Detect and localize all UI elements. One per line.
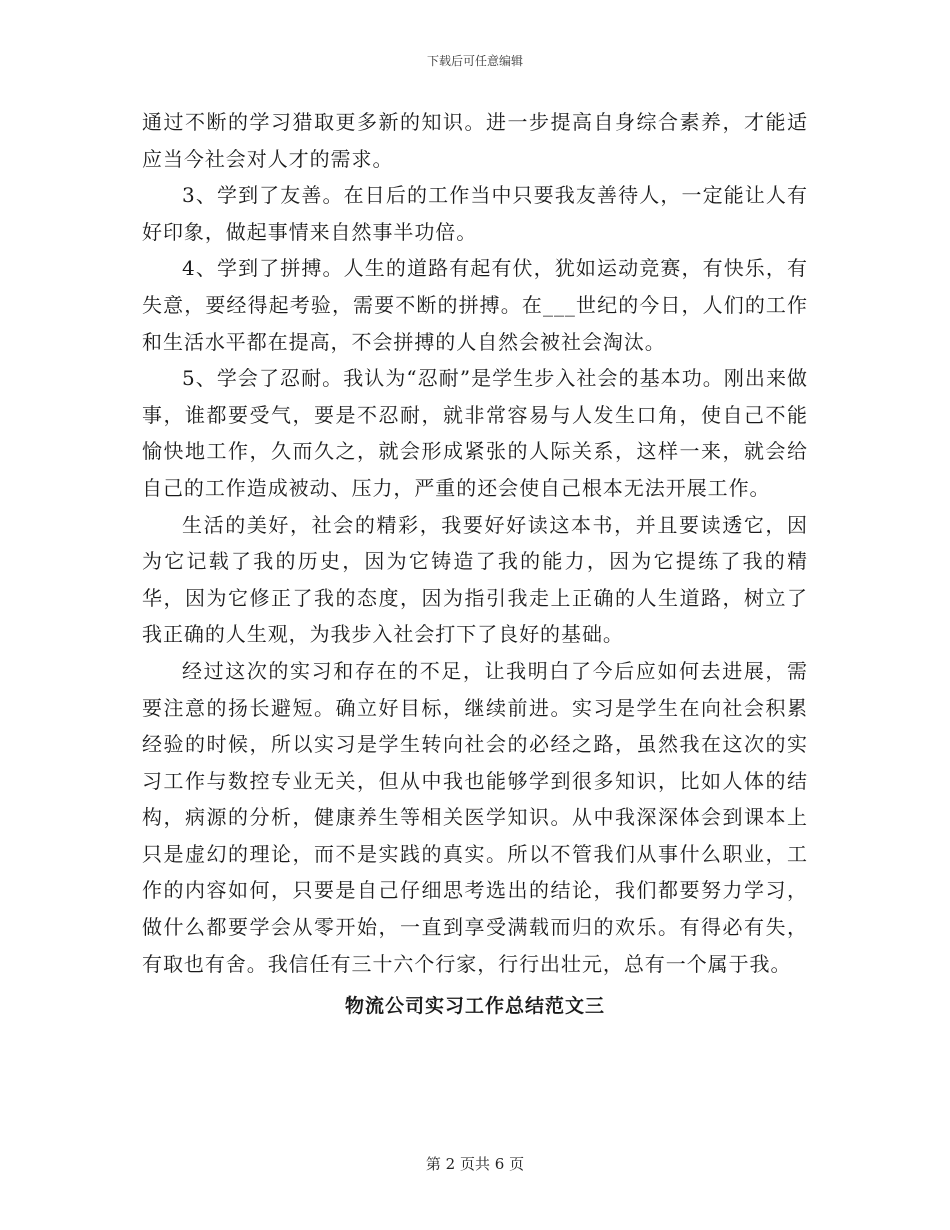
paragraph-continued: 通过不断的学习猎取更多新的知识。进一步提高自身综合素养，才能适应当今社会对人才的需求。 [142, 110, 808, 171]
paragraph-conclusion: 经过这次的实习和存在的不足，让我明白了今后应如何去进展，需要注意的扬长避短。确立好目标，继续前进。实习是学生在向社会积累经验的时候，所以实习是学生转向社会的必经之路，虽然我在这次的实习工作与数控专业无关，但从中我也能够学到很多知识，比如人体的结构，病源的分析，健康养生等相关医学知识。从中我深深体会到课本上只是虚幻的理论，而不是实践的真实。所以不管我们从事什么职业，工作的内容如何，只要是自己仔细思考选出的结论，我们都要努力学习，做什么都要学会从零开始，一直到享受满载而归的欢乐。有得必有失，有取也有舍。我信任有三十六个行家，行行出壮元，总有一个属于我。 [142, 658, 808, 976]
page-header: 下载后可任意编辑 [426, 54, 523, 68]
paragraph-life: 生活的美好，社会的精彩，我要好好读这本书，并且要读透它，因为它记载了我的历史，因为它铸造了我的能力，因为它提练了我的精华，因为它修正了我的态度，因为指引我走上正确的人生道路，树立了我正确的人生观，为我步入社会打下了良好的基础。 [142, 512, 808, 647]
document-body [142, 104, 808, 1026]
paragraph-item-3: 3、学到了友善。在日后的工作当中只要我友善待人，一定能让人有好印象，做起事情来自然事半功倍。 [142, 183, 808, 244]
section-title: 物流公司实习工作总结范文三 [344, 995, 605, 1018]
paragraph-item-5: 5、学会了忍耐。我认为“忍耐”是学生步入社会的基本功。刚出来做事，谁都要受气，要是不忍耐，就非常容易与人发生口角，使自己不能愉快地工作，久而久之，就会形成紧张的人际关系，这样一来，就会给自己的工作造成被动、压力，严重的还会使自己根本无法开展工作。 [142, 366, 808, 500]
page-footer: 第 2 页共 6 页 [425, 1155, 525, 1173]
paragraph-item-4: 4、学到了拼搏。人生的道路有起有伏，犹如运动竞赛，有快乐，有失意，要经得起考验，需要不断的拼搏。在___世纪的今日，人们的工作和生活水平都在提高，不会拼搏的人自然会被社会淘汰。 [142, 256, 808, 354]
